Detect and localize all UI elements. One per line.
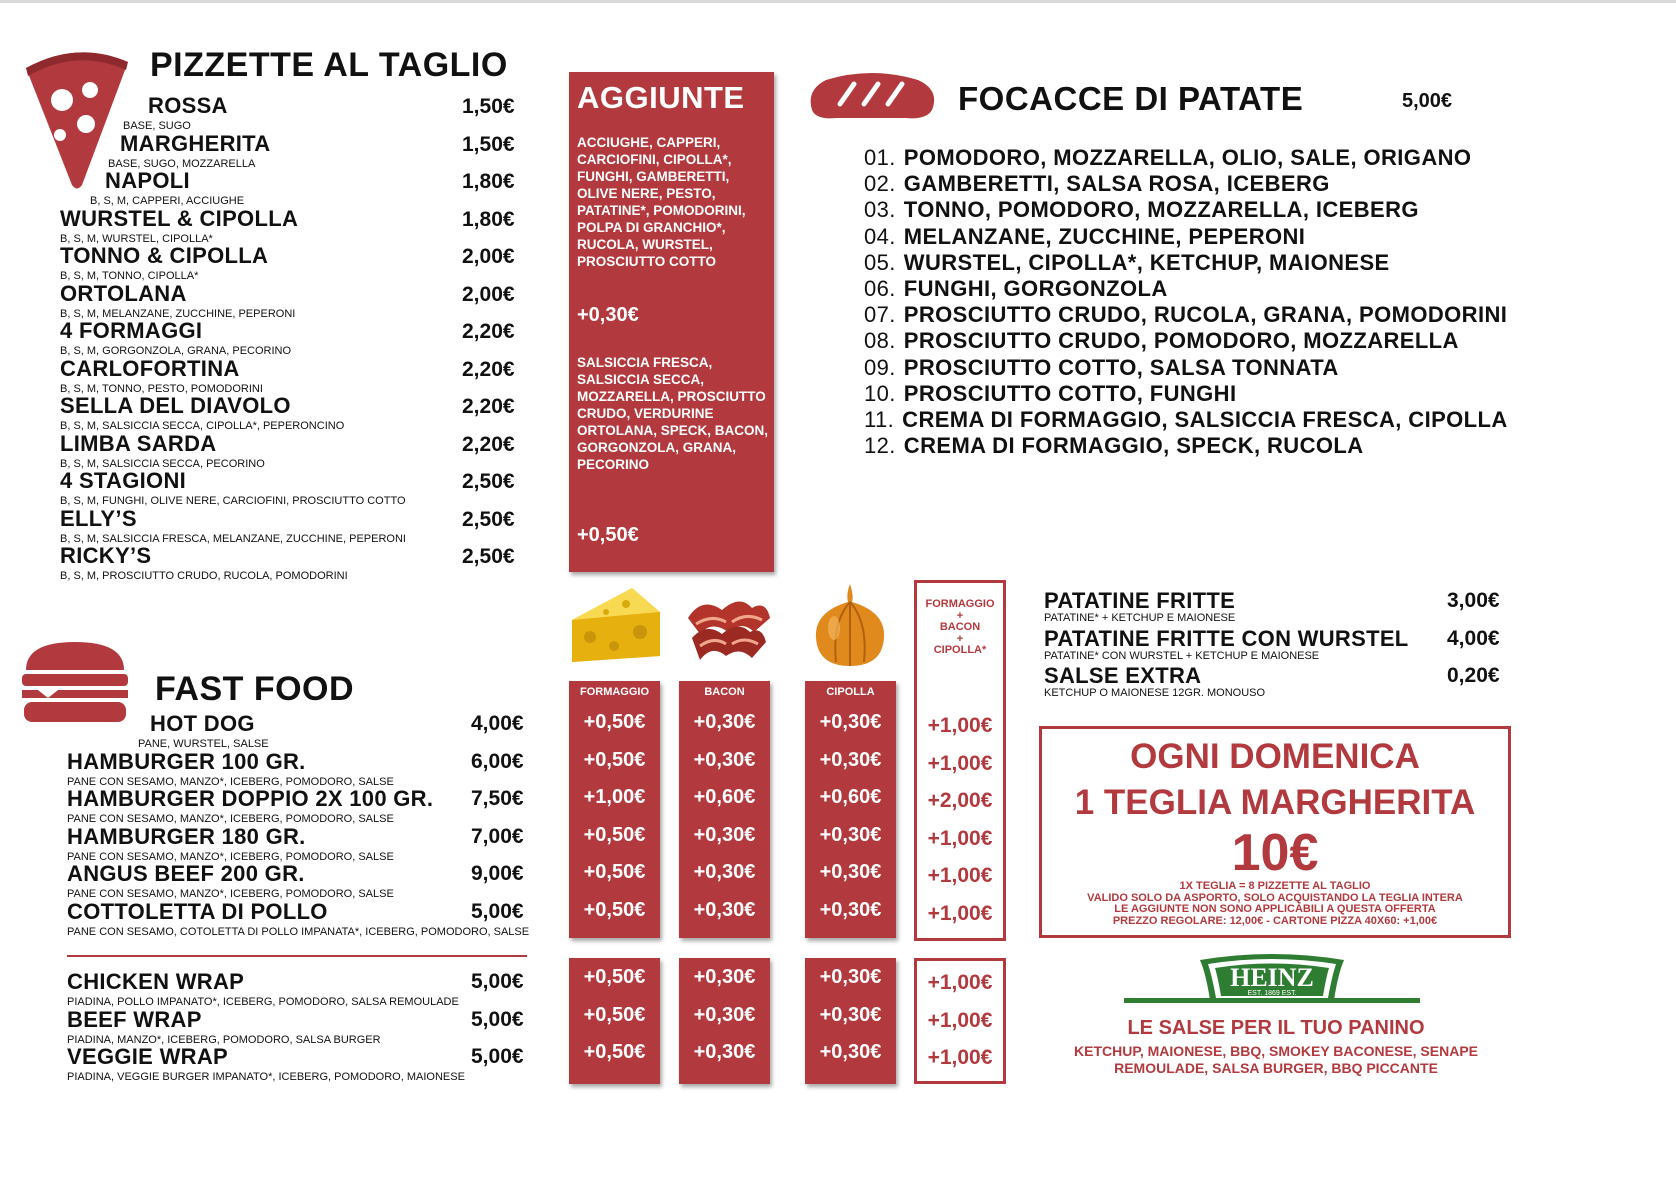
combo-column: [914, 580, 1006, 941]
pizzetta-desc: B, S, M, SALSICCIA SECCA, CIPOLLA*, PEPERONCINO: [60, 420, 345, 432]
bread-icon: [806, 70, 938, 122]
heinz-logo-text: HEINZ: [1230, 963, 1314, 992]
cipolla-wrap-price: +0,30€: [819, 1003, 882, 1026]
patatine-price: 3,00€: [1447, 589, 1500, 612]
focaccia-text: PROSCIUTTO COTTO, FUNGHI: [903, 380, 1237, 406]
focaccia-number: 07.: [864, 302, 896, 328]
combo-label-line: +: [956, 609, 964, 622]
formaggio-price: +0,50€: [583, 711, 646, 733]
combo-wrap-column: [914, 958, 1006, 1084]
focaccia-text: TONNO, POMODORO, MOZZARELLA, ICEBERG: [903, 197, 1419, 223]
focaccia-item: [864, 224, 1305, 250]
combo-price: +1,00€: [927, 864, 993, 887]
pizzetta-name: NAPOLI: [105, 168, 190, 193]
pizzetta-price: 2,50€: [462, 507, 515, 531]
bacon-wrap-price: +0,30€: [693, 966, 756, 988]
wrap-price: 5,00€: [471, 970, 524, 993]
pizzetta-desc: BASE, SUGO, MOZZARELLA: [108, 157, 256, 170]
pizzetta-price: 1,50€: [462, 132, 515, 156]
fastfood-desc: PANE CON SESAMO, COTOLETTA DI POLLO IMPANATA*, ICEBERG, POMODORO, SALSE: [67, 925, 530, 938]
fastfood-desc: PANE CON SESAMO, MANZO*, ICEBERG, POMODORO, SALSE: [67, 775, 394, 788]
focaccia-text: CREMA DI FORMAGGIO, SPECK, RUCOLA: [903, 433, 1364, 459]
focaccia-item: [864, 355, 1339, 381]
fastfood-desc: PANE, WURSTEL, SALSE: [138, 738, 269, 750]
heinz-logo: [1122, 950, 1422, 1016]
formaggio-column-label: FORMAGGIO: [579, 686, 650, 698]
focaccia-number: 02.: [864, 171, 896, 197]
fastfood-name: ANGUS BEEF 200 GR.: [67, 861, 305, 886]
bacon-wrap-price: +0,30€: [693, 1003, 756, 1026]
cipolla-price: +0,30€: [819, 823, 882, 846]
combo-price: +1,00€: [927, 826, 993, 850]
cipolla-price: +0,30€: [819, 748, 882, 771]
aggiunte-group-2: SALSICCIA FRESCA, SALSICCIA SECCA, MOZZARELLA, PROSCIUTTO CRUDO, VERDURINE ORTOLANA, SPECK, BACON, GORGONZOLA, GRANA, PECORINO: [577, 355, 769, 472]
combo-column-label: [917, 599, 1003, 657]
fastfood-desc: PANE CON SESAMO, MANZO*, ICEBERG, POMODORO, SALSE: [67, 813, 394, 825]
wrap-price: 5,00€: [471, 1007, 524, 1031]
focaccia-number: 04.: [864, 223, 896, 249]
cipolla-wrap-column: [805, 958, 896, 1084]
patatine-name: SALSE EXTRA: [1044, 663, 1202, 688]
bacon-price: +0,30€: [693, 711, 756, 733]
promo-note: LE AGGIUNTE NON SONO APPLICABILI A QUESTA OFFERTA: [1114, 903, 1436, 915]
promo-note: PREZZO REGOLARE: 12,00€ - CARTONE PIZZA 40X60: +1,00€: [1112, 914, 1438, 927]
focaccia-number: 06.: [864, 276, 896, 301]
combo-label-line: BACON: [939, 621, 981, 633]
formaggio-wrap-price: +0,50€: [583, 966, 646, 988]
fastfood-name: HAMBURGER 180 GR.: [67, 823, 306, 849]
bacon-price: +0,30€: [693, 823, 756, 846]
wrap-divider: [67, 955, 527, 957]
pizzetta-price: 2,00€: [462, 282, 515, 306]
cipolla-price: +0,30€: [819, 898, 882, 921]
combo-price: +2,00€: [927, 789, 993, 812]
combo-price: +1,00€: [927, 714, 993, 737]
formaggio-price: +0,50€: [583, 861, 646, 883]
pizzetta-price: 2,20€: [462, 357, 515, 381]
pizzetta-name: ORTOLANA: [60, 280, 187, 306]
combo-price: +1,00€: [927, 901, 993, 925]
pizzetta-price: 1,50€: [462, 95, 515, 118]
pizzetta-desc: B, S, M, SALSICCIA SECCA, PECORINO: [60, 457, 265, 470]
formaggio-price: +1,00€: [583, 786, 646, 808]
pizzetta-desc: B, S, M, WURSTEL, CIPOLLA*: [60, 232, 213, 245]
focaccia-item: [864, 433, 1364, 459]
patatine-desc: PATATINE* CON WURSTEL + KETCHUP E MAIONESE: [1044, 649, 1320, 662]
formaggio-column: [569, 681, 660, 938]
heinz-logo-est: EST. 1869 EST.: [1247, 990, 1297, 997]
pizzetta-name: WURSTEL & CIPOLLA: [60, 205, 299, 231]
fastfood-price: 7,50€: [471, 787, 524, 810]
focaccia-number: 03.: [864, 197, 896, 223]
pizzetta-desc: B, S, M, GORGONZOLA, GRANA, PECORINO: [60, 345, 292, 357]
cipolla-column: [805, 681, 896, 938]
cipolla-price: +0,30€: [819, 711, 882, 733]
fastfood-price: 6,00€: [471, 749, 524, 773]
combo-wrap-price: +1,00€: [927, 1008, 993, 1032]
wrap-desc: PIADINA, VEGGIE BURGER IMPANATO*, ICEBERG, POMODORO, MAIONESE: [67, 1071, 465, 1083]
pizzetta-name: RICKY’S: [60, 543, 152, 568]
fastfood-price: 9,00€: [471, 862, 524, 885]
pizzetta-price: 2,20€: [462, 432, 515, 456]
pizzetta-desc: B, S, M, SALSICCIA FRESCA, MELANZANE, ZUCCHINE, PEPERONI: [60, 532, 406, 545]
wrap-price: 5,00€: [471, 1045, 524, 1068]
focaccia-text: MELANZANE, ZUCCHINE, PEPERONI: [903, 223, 1306, 249]
pizzette-title: PIZZETTE AL TAGLIO: [150, 46, 508, 84]
pizzetta-desc: BASE, SUGO: [123, 120, 191, 132]
combo-label-line: FORMAGGIO: [925, 598, 995, 610]
pizzetta-name: ROSSA: [148, 93, 228, 118]
cipolla-price: +0,30€: [819, 861, 882, 883]
pizzetta-name: 4 STAGIONI: [60, 468, 187, 493]
pizzetta-price: 2,00€: [462, 245, 515, 268]
pizzetta-name: 4 FORMAGGI: [60, 318, 203, 343]
patatine-price: 4,00€: [1447, 626, 1500, 650]
fastfood-price: 4,00€: [471, 712, 524, 735]
onion-icon: [812, 582, 888, 668]
focaccia-item: [864, 381, 1236, 407]
pizzetta-desc: B, S, M, TONNO, CIPOLLA*: [60, 270, 199, 282]
focaccia-text: POMODORO, MOZZARELLA, OLIO, SALE, ORIGANO: [903, 145, 1472, 170]
focacce-title: FOCACCE DI PATATE: [958, 80, 1304, 117]
focaccia-number: 11.: [864, 407, 895, 432]
formaggio-price: +0,50€: [583, 748, 646, 771]
cipolla-wrap-price: +0,30€: [819, 966, 882, 988]
formaggio-wrap-column: [569, 958, 660, 1084]
pizzetta-desc: B, S, M, CAPPERI, ACCIUGHE: [90, 195, 245, 207]
focaccia-item: [864, 145, 1471, 171]
focaccia-number: 12.: [864, 433, 896, 459]
patatine-name: PATATINE FRITTE: [1044, 588, 1236, 613]
fastfood-desc: PANE CON SESAMO, MANZO*, ICEBERG, POMODORO, SALSE: [67, 888, 394, 900]
bacon-price: +0,30€: [693, 748, 756, 771]
pizzetta-price: 1,80€: [462, 207, 515, 231]
bacon-icon: [682, 588, 772, 666]
promo-notes: [1042, 881, 1508, 927]
promo-box: [1039, 726, 1511, 938]
focaccia-item: [864, 407, 1508, 433]
burger-icon: [18, 640, 133, 725]
combo-label-line: CIPOLLA*: [933, 644, 987, 656]
patatine-desc: KETCHUP O MAIONESE 12GR. MONOUSO: [1044, 687, 1266, 699]
focaccia-item: [864, 328, 1459, 354]
focaccia-item: [864, 197, 1419, 223]
pizzetta-price: 2,20€: [462, 320, 515, 343]
aggiunte-group-1: ACCIUGHE, CAPPERI, CARCIOFINI, CIPOLLA*, FUNGHI, GAMBERETTI, OLIVE NERE, PESTO, PATATINE*, POMODORINI, POLPA DI GRANCHIO*, RUCOLA, WURSTEL, PROSCIUTTO COTTO: [577, 135, 746, 269]
wrap-name: CHICKEN WRAP: [67, 969, 245, 994]
bacon-price: +0,60€: [693, 786, 756, 808]
promo-note: 1X TEGLIA = 8 PIZZETTE AL TAGLIO: [1179, 880, 1371, 892]
focaccia-item: [864, 171, 1330, 197]
focaccia-item: [864, 276, 1168, 302]
formaggio-wrap-price: +0,50€: [583, 1003, 646, 1026]
fastfood-price: 5,00€: [471, 899, 524, 923]
formaggio-wrap-price: +0,50€: [583, 1041, 646, 1063]
promo-note: VALIDO SOLO DA ASPORTO, SOLO ACQUISTANDO LA TEGLIA INTERA: [1087, 891, 1463, 904]
combo-price: +1,00€: [927, 751, 993, 775]
top-border: [0, 0, 1676, 3]
fastfood-name: HAMBURGER 100 GR.: [67, 748, 306, 774]
cipolla-wrap-price: +0,30€: [819, 1041, 882, 1063]
heinz-line-2: REMOULADE, SALSA BURGER, BBQ PICCANTE: [1114, 1060, 1438, 1076]
fastfood-name: HOT DOG: [150, 711, 255, 736]
patatine-price: 0,20€: [1447, 664, 1500, 687]
aggiunte-price-2: +0,50€: [577, 524, 639, 546]
formaggio-price: +0,50€: [583, 898, 646, 921]
promo-line-1: OGNI DOMENICA: [1130, 737, 1420, 776]
promo-price: 10€: [1231, 824, 1319, 882]
wrap-name: BEEF WRAP: [67, 1006, 202, 1032]
cipolla-column-label: CIPOLLA: [826, 686, 875, 698]
pizzetta-name: TONNO & CIPOLLA: [60, 243, 269, 268]
bacon-wrap-price: +0,30€: [693, 1041, 756, 1063]
pizzetta-desc: B, S, M, FUNGHI, OLIVE NERE, CARCIOFINI, PROSCIUTTO COTTO: [60, 495, 406, 507]
fastfood-name: HAMBURGER DOPPIO 2X 100 GR.: [67, 786, 434, 811]
aggiunte-title: AGGIUNTE: [577, 80, 745, 115]
heinz-title: LE SALSE PER IL TUO PANINO: [1127, 1017, 1425, 1039]
cipolla-price: +0,60€: [819, 786, 882, 808]
pizzetta-name: MARGHERITA: [120, 130, 271, 156]
focaccia-text: PROSCIUTTO COTTO, SALSA TONNATA: [903, 354, 1339, 380]
aggiunte-price-1: +0,30€: [577, 304, 639, 326]
focaccia-number: 01.: [864, 145, 896, 170]
combo-wrap-price: +1,00€: [927, 971, 993, 994]
aggiunte-box: [569, 72, 774, 572]
focaccia-number: 09.: [864, 354, 896, 380]
combo-label-line: +: [956, 632, 964, 645]
focaccia-number: 10.: [864, 380, 896, 406]
cheese-icon: [568, 582, 664, 668]
bacon-column: [679, 681, 770, 938]
pizzetta-price: 2,50€: [462, 470, 515, 493]
bacon-wrap-column: [679, 958, 770, 1084]
heinz-line-1: KETCHUP, MAIONESE, BBQ, SMOKEY BACONESE, SENAPE: [1074, 1043, 1478, 1059]
promo-line-2: 1 TEGLIA MARGHERITA: [1074, 783, 1476, 822]
focaccia-text: WURSTEL, CIPOLLA*, KETCHUP, MAIONESE: [903, 249, 1390, 275]
pizzetta-name: SELLA DEL DIAVOLO: [60, 393, 291, 418]
patatine-desc: PATATINE* + KETCHUP E MAIONESE: [1044, 612, 1236, 624]
patatine-name: PATATINE FRITTE CON WURSTEL: [1044, 625, 1409, 651]
pizzetta-name: LIMBA SARDA: [60, 430, 217, 456]
focaccia-item: [864, 250, 1390, 276]
pizzetta-price: 2,50€: [462, 545, 515, 568]
focaccia-text: FUNGHI, GORGONZOLA: [903, 276, 1168, 301]
bacon-price: +0,30€: [693, 861, 756, 883]
pizzetta-desc: B, S, M, PROSCIUTTO CRUDO, RUCOLA, POMODORINI: [60, 570, 348, 582]
fastfood-price: 7,00€: [471, 824, 524, 848]
focaccia-item: [864, 302, 1507, 328]
pizzetta-price: 1,80€: [462, 170, 515, 193]
wrap-desc: PIADINA, MANZO*, ICEBERG, POMODORO, SALSA BURGER: [67, 1033, 381, 1046]
fastfood-name: COTTOLETTA DI POLLO: [67, 898, 328, 924]
formaggio-price: +0,50€: [583, 823, 646, 846]
focaccia-text: PROSCIUTTO CRUDO, POMODORO, MOZZARELLA: [903, 328, 1459, 354]
focacce-price: 5,00€: [1402, 90, 1453, 112]
wrap-name: VEGGIE WRAP: [67, 1044, 228, 1069]
fastfood-desc: PANE CON SESAMO, MANZO*, ICEBERG, POMODORO, SALSE: [67, 850, 394, 863]
pizzetta-name: ELLY’S: [60, 505, 137, 531]
focaccia-text: PROSCIUTTO CRUDO, RUCOLA, GRANA, POMODORINI: [903, 302, 1508, 328]
focaccia-text: GAMBERETTI, SALSA ROSA, ICEBERG: [903, 171, 1330, 197]
focaccia-text: CREMA DI FORMAGGIO, SALSICCIA FRESCA, CIPOLLA: [902, 407, 1508, 432]
fastfood-title: FAST FOOD: [155, 670, 355, 708]
combo-wrap-price: +1,00€: [927, 1046, 993, 1069]
bacon-column-label: BACON: [704, 686, 745, 698]
focaccia-number: 05.: [864, 249, 896, 275]
focaccia-number: 08.: [864, 328, 896, 354]
pizzetta-price: 2,20€: [462, 395, 515, 418]
wrap-desc: PIADINA, POLLO IMPANATO*, ICEBERG, POMODORO, SALSA REMOULADE: [67, 996, 459, 1008]
pizzetta-desc: B, S, M, MELANZANE, ZUCCHINE, PEPERONI: [60, 307, 296, 320]
bacon-price: +0,30€: [693, 898, 756, 921]
pizzetta-desc: B, S, M, TONNO, PESTO, POMODORINI: [60, 382, 263, 395]
pizzetta-name: CARLOFORTINA: [60, 355, 240, 381]
